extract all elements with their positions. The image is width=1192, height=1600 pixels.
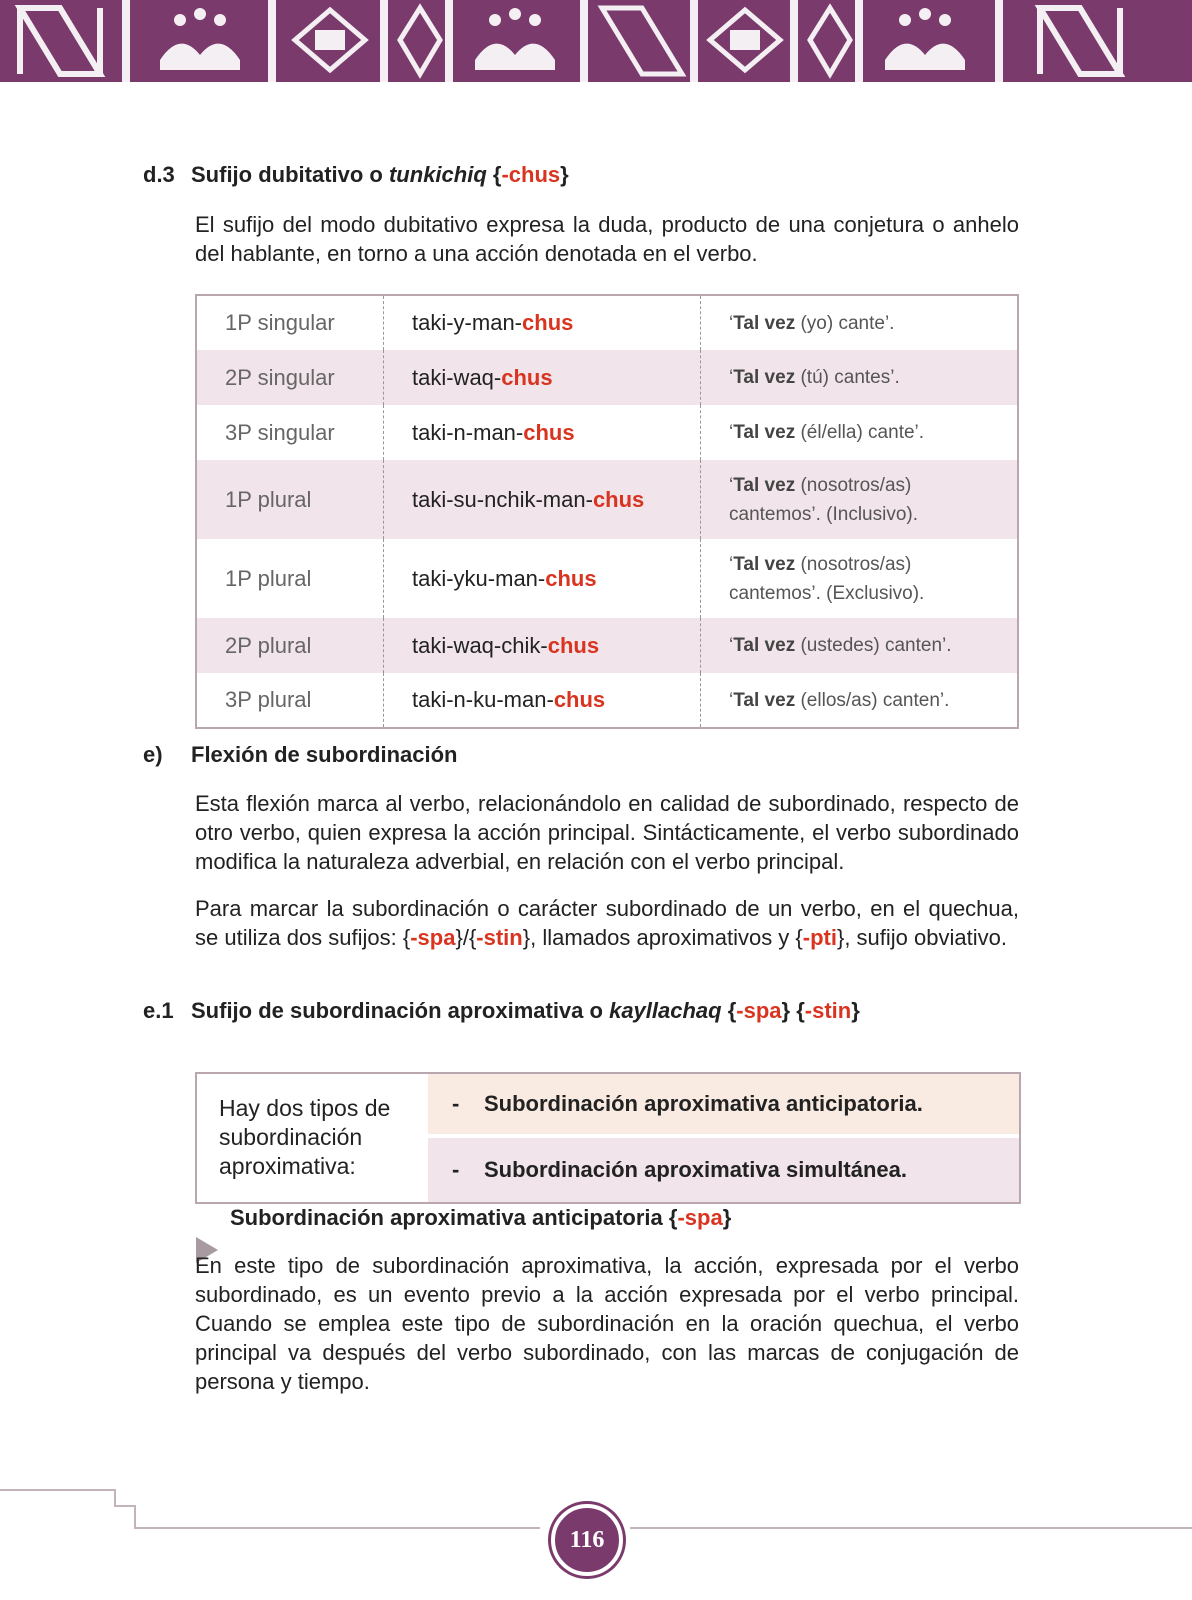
- person-cell: 1P plural: [196, 539, 384, 618]
- form-cell: taki-n-man-chus: [384, 405, 701, 460]
- type-item-2: - Subordinación aproximativa simultánea.: [428, 1138, 1019, 1202]
- gloss-cell: ‘Tal vez (nosotros/as) cantemos’. (Exclusivo).: [729, 553, 925, 604]
- table-row: [196, 295, 1018, 350]
- subsection-body: En este tipo de subordinación aproximativa, la acción, expresada por el verbo subordinado, es un evento previo a la acción expresada por el verbo principal. Cuando se emplea este tipo de subordinación en la oración quechua, el verbo principal va después del verbo subordinado, con las marcas de conjugación de persona y tiempo.: [195, 1253, 1019, 1394]
- person-cell: 3P plural: [196, 673, 384, 728]
- person-cell: 1P plural: [196, 460, 384, 539]
- table-row: [196, 539, 1018, 618]
- section-e1-heading: e.1 Sufijo de subordinación aproximativa o kayllachaq {-spa} {-stin}: [143, 998, 860, 1023]
- person-cell: 2P plural: [196, 618, 384, 673]
- gloss-cell: ‘Tal vez (él/ella) cante’.: [729, 422, 925, 443]
- section-e-heading: e) Flexión de subordinación: [143, 742, 458, 767]
- form-cell: taki-su-nchik-man-chus: [384, 460, 701, 539]
- table-row: [196, 460, 1018, 539]
- form-cell: taki-y-man-chus: [384, 295, 701, 350]
- form-cell: taki-waq-chus: [384, 350, 701, 405]
- types-intro: Hay dos tipos de subordinación aproximativa:: [219, 1095, 391, 1179]
- form-cell: taki-waq-chik-chus: [384, 618, 701, 673]
- page-number: 116: [551, 1504, 623, 1576]
- gloss-cell: ‘Tal vez (ustedes) canten’.: [701, 618, 1019, 673]
- person-cell: 1P singular: [196, 295, 384, 350]
- decorative-banner: [0, 0, 1192, 82]
- subsection-heading: Subordinación aproximativa anticipatoria {-spa}: [230, 1205, 732, 1230]
- textile-pattern-icon: [0, 0, 1192, 82]
- type-item-1: - Subordinación aproximativa anticipatoria.: [428, 1074, 1019, 1134]
- gloss-cell: ‘Tal vez (nosotros/as) cantemos’. (Inclusivo).: [701, 460, 1019, 539]
- table-row: [196, 405, 1018, 460]
- form-cell: taki-yku-man-chus: [384, 539, 701, 618]
- gloss-cell: ‘Tal vez (yo) cante’.: [729, 312, 895, 334]
- table-row: [196, 618, 1018, 673]
- form-cell: taki-n-ku-man-chus: [384, 673, 701, 728]
- section-number: d.3: [143, 162, 175, 187]
- table-row: [196, 673, 1018, 728]
- section-e-paragraph-2: Para marcar la subordinación o carácter subordinado de un verbo, en el quechua, se utiliza dos sufijos: {-spa}/{-stin}, llamados aproximativos y {-pti}, sufijo obviativo.: [195, 896, 1019, 950]
- person-cell: 2P singular: [196, 350, 384, 405]
- gloss-cell: ‘Tal vez (tú) cantes’.: [701, 350, 1019, 405]
- gloss-cell: ‘Tal vez (ellos/as) canten’.: [729, 689, 950, 711]
- section-d3-body: El sufijo del modo dubitativo expresa la duda, producto de una conjetura o anhelo del hablante, en torno a una acción denotada en el verbo.: [195, 212, 1019, 266]
- person-cell: 3P singular: [196, 405, 384, 460]
- table-row: [196, 350, 1018, 405]
- conjugation-table: [195, 294, 1019, 729]
- subordination-types-box: [195, 1072, 1021, 1204]
- section-e-paragraph-1: Esta flexión marca al verbo, relacionándolo en calidad de subordinado, respecto de otro verbo, quien expresa la acción principal. Sintácticamente, el verbo subordinado modifica la naturaleza adverbial, en relación con el verbo principal.: [195, 791, 1019, 874]
- section-d3-heading: d.3 Sufijo dubitativo o tunkichiq {-chus}: [143, 162, 569, 187]
